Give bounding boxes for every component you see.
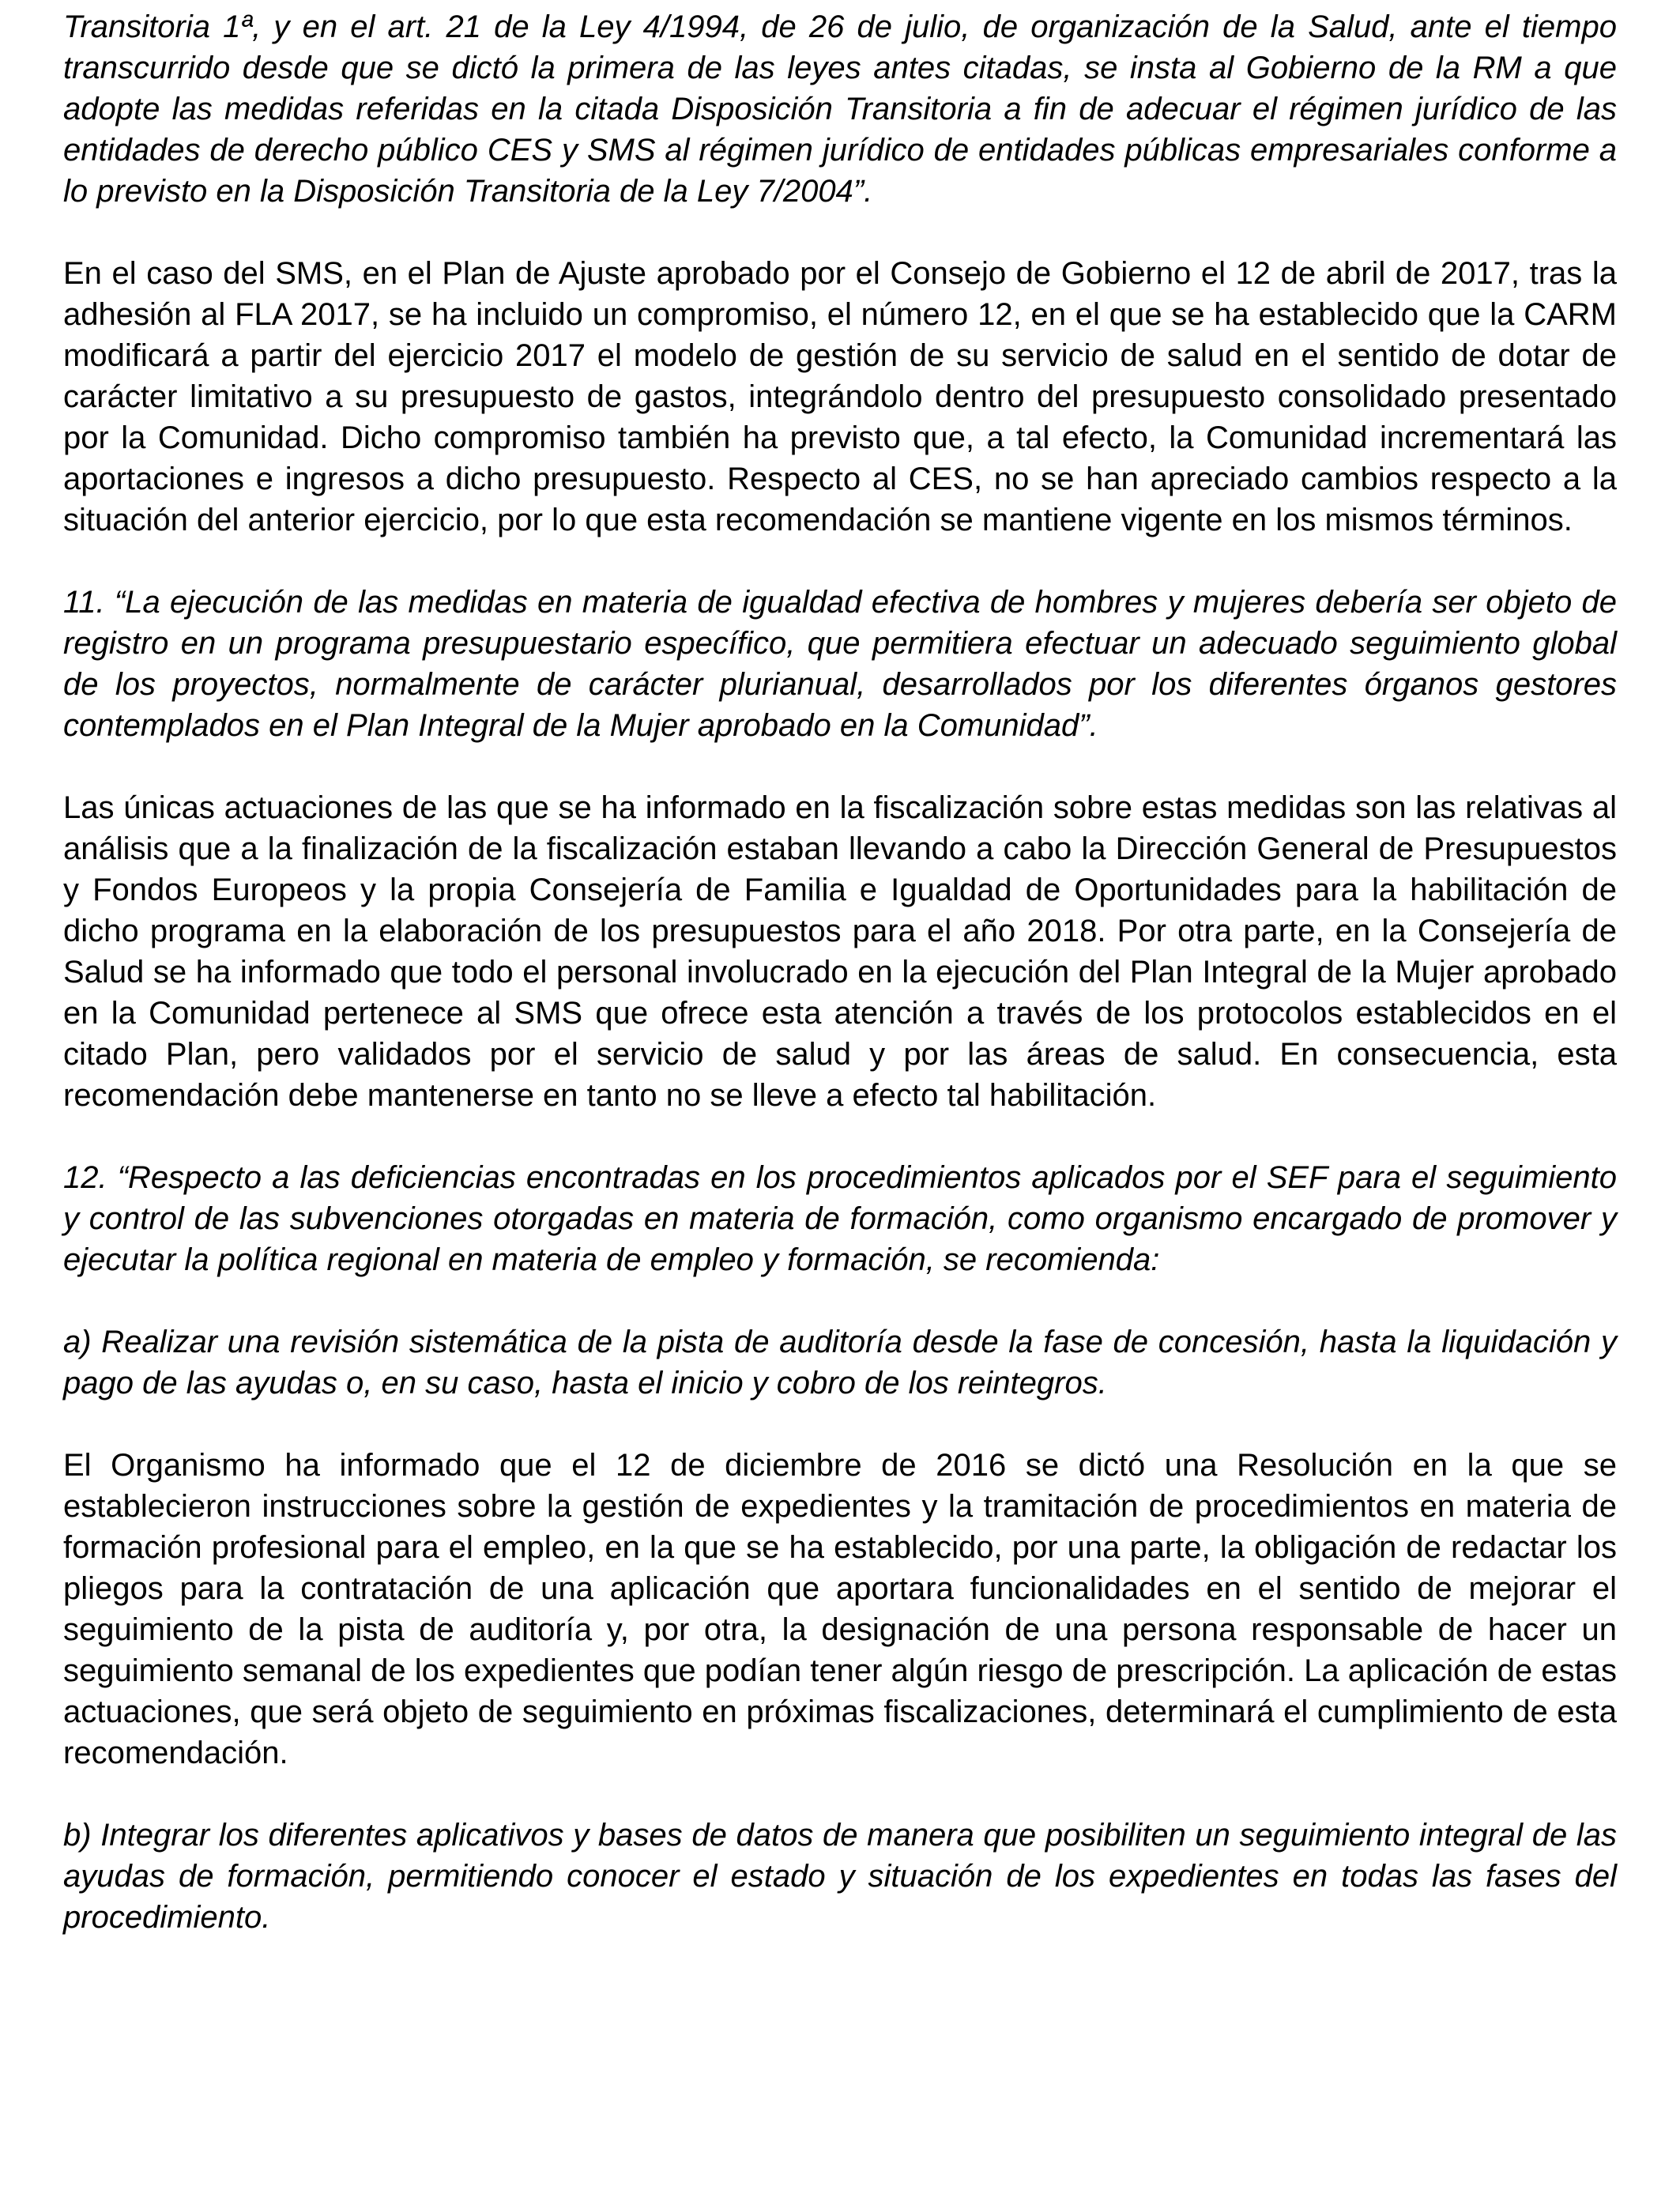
paragraph-recommendation-11: 11. “La ejecución de las medidas en materia de igualdad efectiva de hombres y mujeres debería ser objeto de registro en un programa presupuestario específico, que permitiera efectuar un adecuado seguimiento global de los proyectos, normalmente de carácter plurianual, desarrollados por los diferentes órganos gestores contemplados en el Plan Integral de la Mujer aprobado en la Comunidad”. xyxy=(63,585,1617,743)
paragraph-organismo-resolucion: El Organismo ha informado que el 12 de diciembre de 2016 se dictó una Resolución en la que se establecieron instrucciones sobre la gestión de expedientes y la tramitación de procedimientos en materia de formación profesional para el empleo, en la que se ha establecido, por una parte, la obligación de redactar los pliegos para la contratación de una aplicación que aportara funcionalidades en el sentido de mejorar el seguimiento de la pista de auditoría y, por otra, la designación de una persona responsable de hacer un seguimiento semanal de los expedientes que podían tener algún riesgo de prescripción. La aplicación de estas actuaciones, que será objeto de seguimiento en próximas fiscalizaciones, determinará el cumplimiento de esta recomendación. xyxy=(63,1448,1617,1770)
paragraph-recommendation-12a: a) Realizar una revisión sistemática de la pista de auditoría desde la fase de concesión, hasta la liquidación y pago de las ayudas o, en su caso, hasta el inicio y cobro de los reintegros. xyxy=(63,1325,1617,1400)
document-page xyxy=(63,6,1617,1938)
paragraph-sms-plan-ajuste: En el caso del SMS, en el Plan de Ajuste aprobado por el Consejo de Gobierno el 12 de abril de 2017, tras la adhesión al FLA 2017, se ha incluido un compromiso, el número 12, en el que se ha establecido que la CARM modificará a partir del ejercicio 2017 el modelo de gestión de su servicio de salud en el sentido de dotar de carácter limitativo a su presupuesto de gastos, integrándolo dentro del presupuesto consolidado presentado por la Comunidad. Dicho compromiso también ha previsto que, a tal efecto, la Comunidad incrementará las aportaciones e ingresos a dicho presupuesto. Respecto al CES, no se han apreciado cambios respecto a la situación del anterior ejercicio, por lo que esta recomendación se mantiene vigente en los mismos términos. xyxy=(63,256,1617,537)
paragraph-igualdad-actuaciones: Las únicas actuaciones de las que se ha informado en la fiscalización sobre estas medidas son las relativas al análisis que a la finalización de la fiscalización estaban llevando a cabo la Dirección General de Presupuestos y Fondos Europeos y la propia Consejería de Familia e Igualdad de Oportunidades para la habilitación de dicho programa en la elaboración de los presupuestos para el año 2018. Por otra parte, en la Consejería de Salud se ha informado que todo el personal involucrado en la ejecución del Plan Integral de la Mujer aprobado en la Comunidad pertenece al SMS que ofrece esta atención a través de los protocolos establecidos en el citado Plan, pero validados por el servicio de salud y por las áreas de salud. En consecuencia, esta recomendación debe mantenerse en tanto no se lleve a efecto tal habilitación. xyxy=(63,790,1617,1113)
paragraph-disposicion-transitoria: Transitoria 1ª, y en el art. 21 de la Ley 4/1994, de 26 de julio, de organización de la Salud, ante el tiempo transcurrido desde que se dictó la primera de las leyes antes citadas, se insta al Gobierno de la RM a que adopte las medidas referidas en la citada Disposición Transitoria a fin de adecuar el régimen jurídico de las entidades de derecho público CES y SMS al régimen jurídico de entidades públicas empresariales conforme a lo previsto en la Disposición Transitoria de la Ley 7/2004”. xyxy=(63,9,1617,209)
paragraph-recommendation-12b: b) Integrar los diferentes aplicativos y bases de datos de manera que posibiliten un seguimiento integral de las ayudas de formación, permitiendo conocer el estado y situación de los expedientes en todas las fases del procedimiento. xyxy=(63,1818,1617,1935)
paragraph-recommendation-12: 12. “Respecto a las deficiencias encontradas en los procedimientos aplicados por el SEF para el seguimiento y control de las subvenciones otorgadas en materia de formación, como organismo encargado de promover y ejecutar la política regional en materia de empleo y formación, se recomienda: xyxy=(63,1160,1617,1277)
